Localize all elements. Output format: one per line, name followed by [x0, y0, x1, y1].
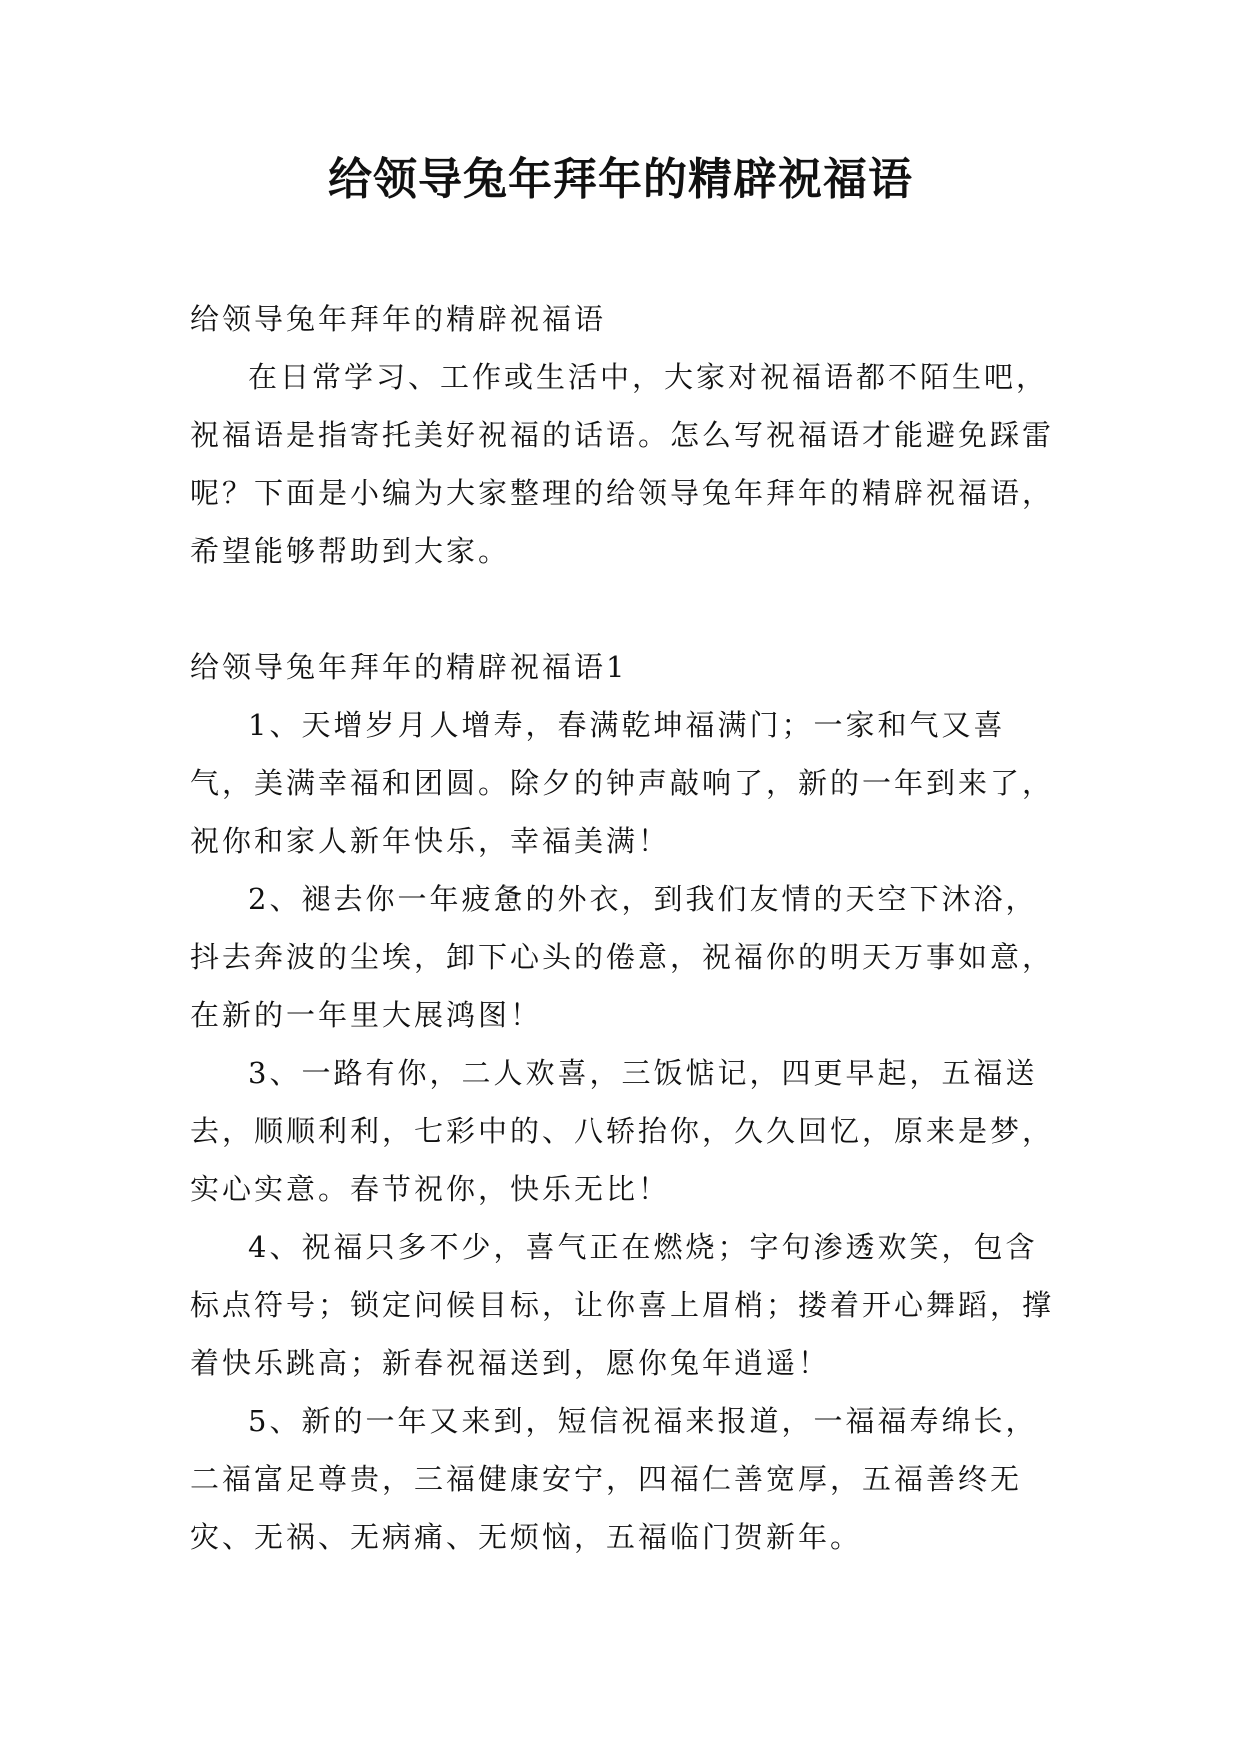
page-title: 给领导兔年拜年的精辟祝福语 [328, 154, 913, 205]
list-item: 4、祝福只多不少，喜气正在燃烧；字句渗透欢笑，包含标点符号；锁定问候目标，让你喜上眉梢；搂着开心舞蹈，撑着快乐跳高；新春祝福送到，愿你兔年逍遥！ [190, 1230, 1055, 1380]
subtitle: 给领导兔年拜年的精辟祝福语 [190, 302, 607, 336]
list-item: 1、天增岁月人增寿，春满乾坤福满门；一家和气又喜气，美满幸福和团圆。除夕的钟声敲响了，新的一年到来了，祝你和家人新年快乐，幸福美满！ [190, 708, 1055, 858]
list-item: 5、新的一年又来到，短信祝福来报道，一福福寿绵长，二福富足尊贵，三福健康安宁，四福仁善宽厚，五福善终无灾、无祸、无病痛、无烦恼，五福临门贺新年。 [190, 1404, 1038, 1554]
list-item: 3、一路有你，二人欢喜，三饭惦记，四更早起，五福送去，顺顺利利，七彩中的、八轿抬你，久久回忆，原来是梦，实心实意。春节祝你，快乐无比！ [190, 1056, 1055, 1206]
intro-paragraph: 在日常学习、工作或生活中，大家对祝福语都不陌生吧，祝福语是指寄托美好祝福的话语。怎么写祝福语才能避免踩雷呢？下面是小编为大家整理的给领导兔年拜年的精辟祝福语，希望能够帮助到大家。 [190, 360, 1055, 568]
list-item: 2、褪去你一年疲惫的外衣，到我们友情的天空下沐浴，抖去奔波的尘埃，卸下心头的倦意，祝福你的明天万事如意，在新的一年里大展鸿图！ [190, 882, 1055, 1032]
section-heading: 给领导兔年拜年的精辟祝福语1 [190, 650, 628, 684]
spacer [190, 580, 1062, 638]
document-body [190, 290, 1062, 1566]
